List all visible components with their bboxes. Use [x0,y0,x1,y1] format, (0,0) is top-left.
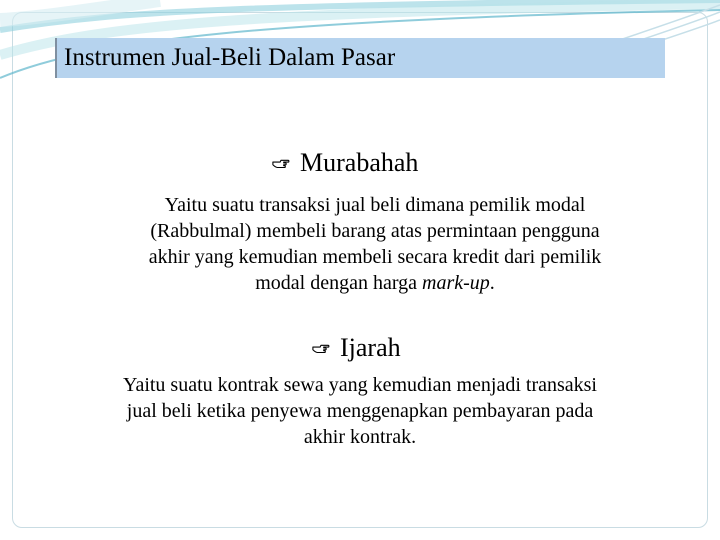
section-body-murabahah [90,192,660,296]
body-line-last [90,270,660,296]
body-line: (Rabbulmal) membeli barang atas permintaan pengguna [150,220,600,242]
section-heading-murabahah [272,148,418,178]
slide-title: Instrumen Jual-Beli Dalam Pasar [64,44,396,71]
hand-pointing-icon [272,154,290,172]
body-line: akhir kontrak. [303,426,417,448]
body-text: . [489,272,495,294]
heading-text: Ijarah [340,333,401,362]
italic-term: mark-up [422,272,490,294]
body-text: modal dengan harga [255,272,423,294]
body-line: Yaitu suatu transaksi jual beli dimana pemilik modal [164,194,586,216]
body-line: Yaitu suatu kontrak sewa yang kemudian menjadi transaksi [123,374,597,396]
title-bar [55,38,665,78]
heading-text: Murabahah [300,148,419,177]
section-body-ijarah [60,372,660,450]
hand-pointing-icon [312,339,330,357]
section-heading-ijarah [312,333,401,363]
body-line: akhir yang kemudian membeli secara kredit dari pemilik [148,246,602,268]
body-line: jual beli ketika penyewa menggenapkan pembayaran pada [126,400,594,422]
